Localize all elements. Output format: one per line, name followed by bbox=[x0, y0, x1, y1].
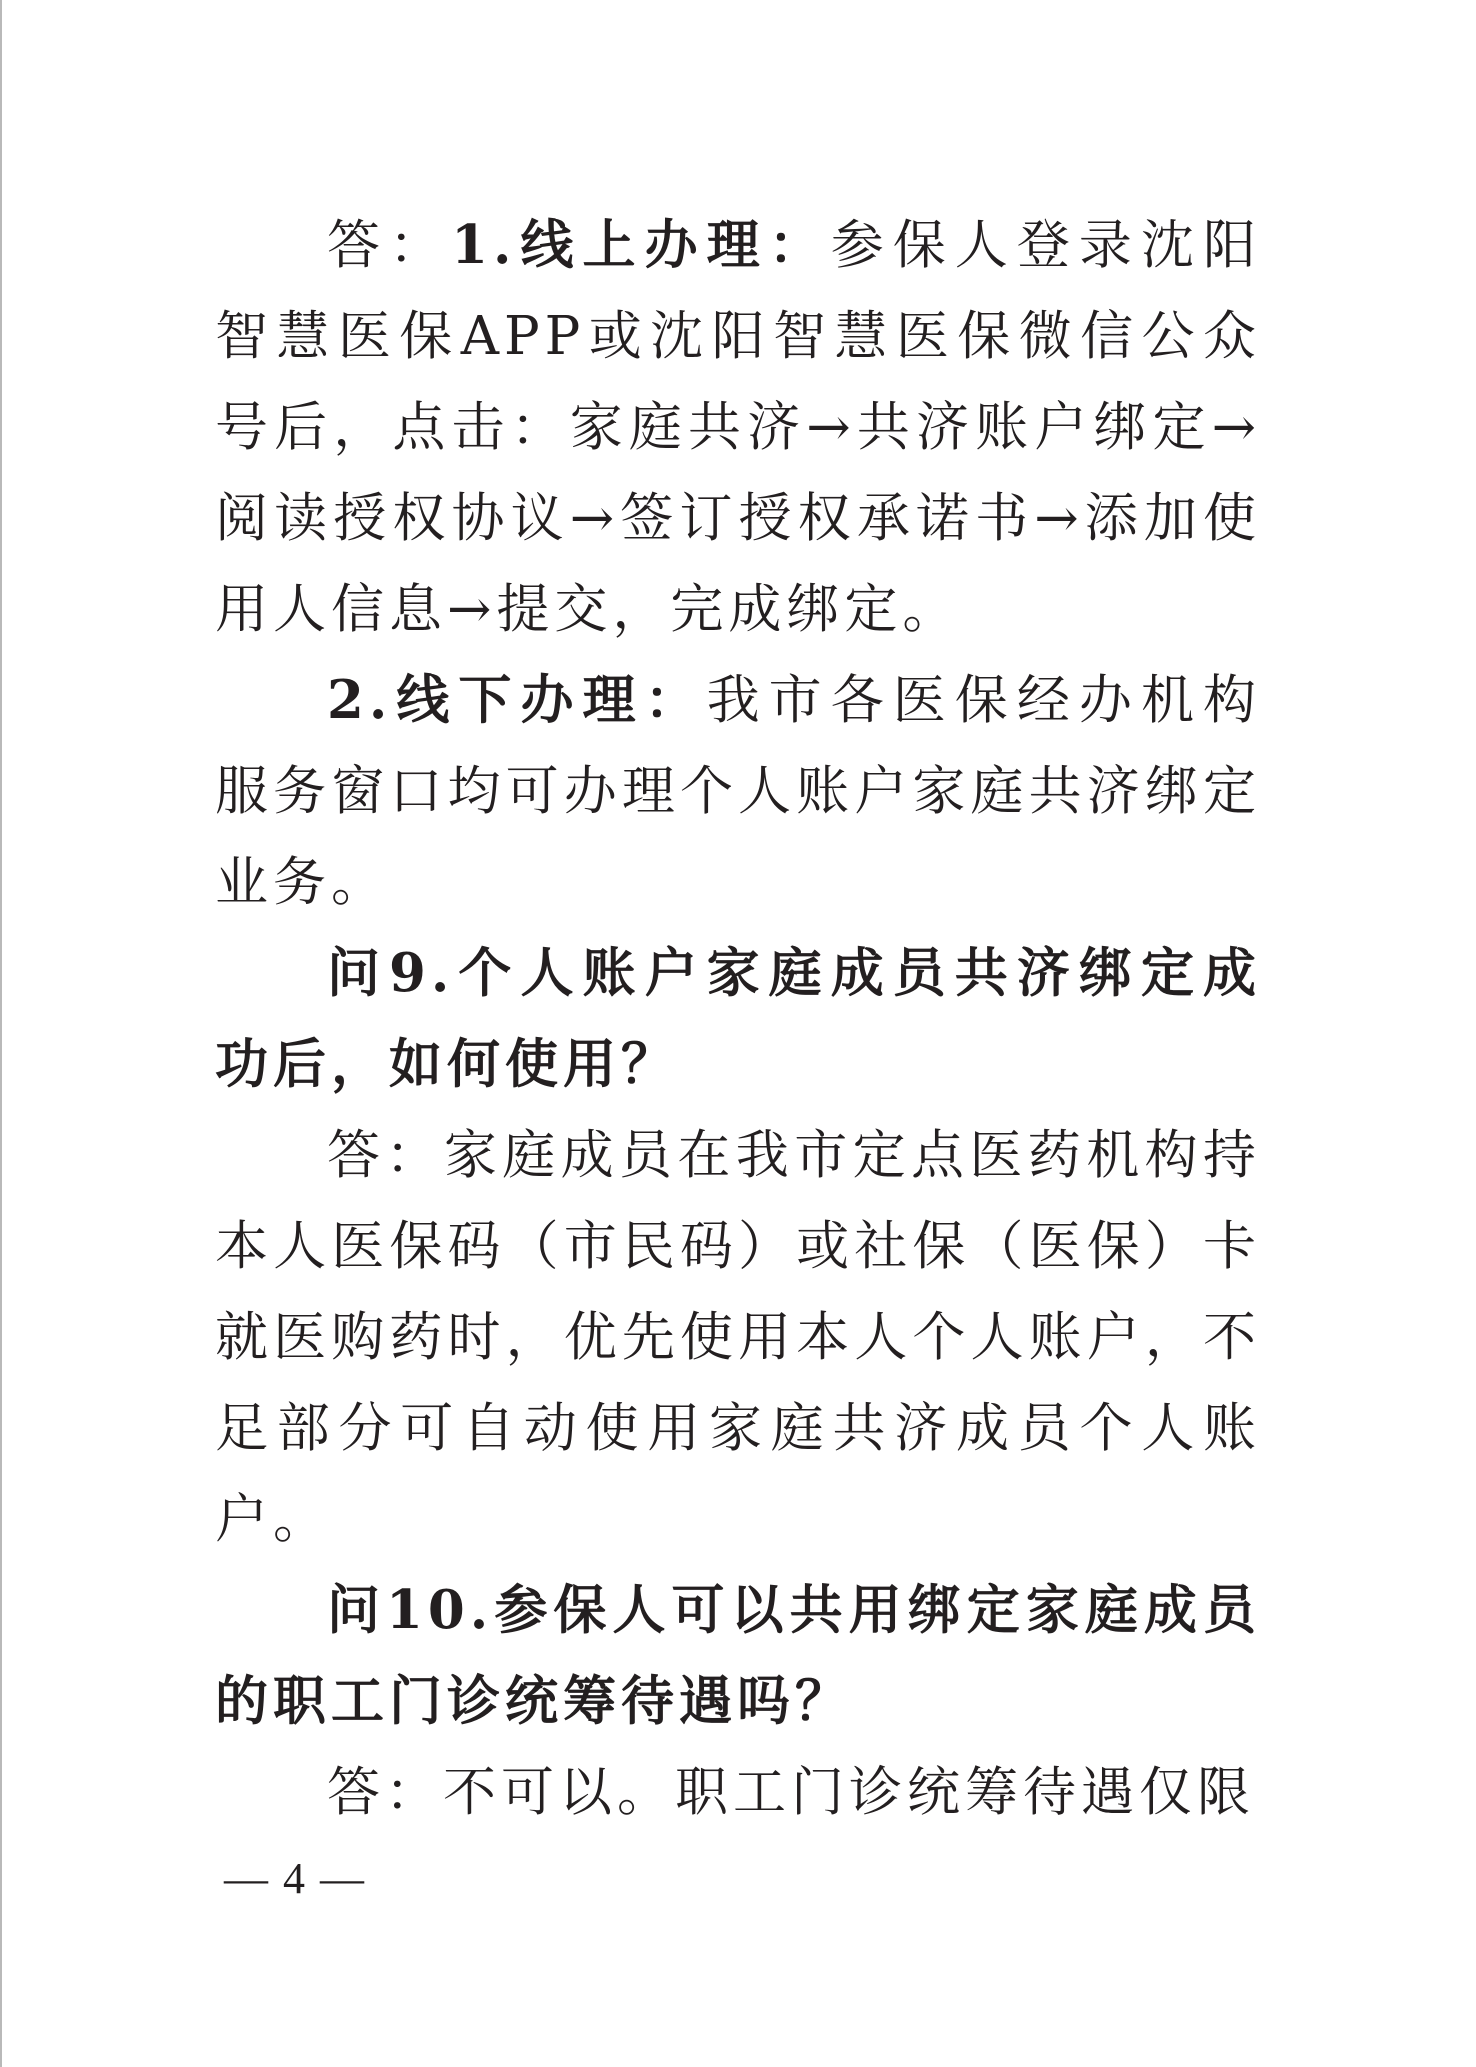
page-number: — 4 — bbox=[224, 1854, 366, 1903]
document-body bbox=[215, 200, 1261, 1838]
answer-9-text: 家庭成员在我市定点医药机构持本人医保码（市民码）或社保（医保）卡就医购药时，优先使用本人个人账户，不足部分可自动使用家庭共济成员个人账户。 bbox=[215, 1125, 1262, 1550]
online-text: 参保人登录沈阳智慧医保APP或沈阳智慧医保微信公众号后，点击：家庭共济→共济账户绑定→阅读授权协议→签订授权承诺书→添加使用人信息→提交，完成绑定。 bbox=[215, 215, 1261, 640]
answer-8-offline bbox=[215, 655, 1261, 928]
answer-8-online bbox=[215, 200, 1261, 655]
online-heading: 1.线上办理： bbox=[451, 214, 831, 276]
offline-text: 我市各医保经办机构服务窗口均可办理个人账户家庭共济绑定业务。 bbox=[215, 670, 1261, 913]
question-10: 问10.参保人可以共用绑定家庭成员的职工门诊统筹待遇吗？ bbox=[215, 1579, 1261, 1732]
answer-9 bbox=[215, 1110, 1261, 1565]
answer-prefix: 答： bbox=[327, 215, 452, 276]
question-9: 问9.个人账户家庭成员共济绑定成功后，如何使用？ bbox=[215, 942, 1261, 1095]
page-edge bbox=[0, 0, 2, 2067]
answer-10 bbox=[215, 1747, 1261, 1838]
answer-prefix: 答： bbox=[327, 1762, 443, 1823]
offline-heading: 2.线下办理： bbox=[327, 669, 707, 731]
answer-prefix: 答： bbox=[327, 1125, 444, 1186]
answer-10-text: 不可以。职工门诊统筹待遇仅限 bbox=[443, 1762, 1255, 1823]
